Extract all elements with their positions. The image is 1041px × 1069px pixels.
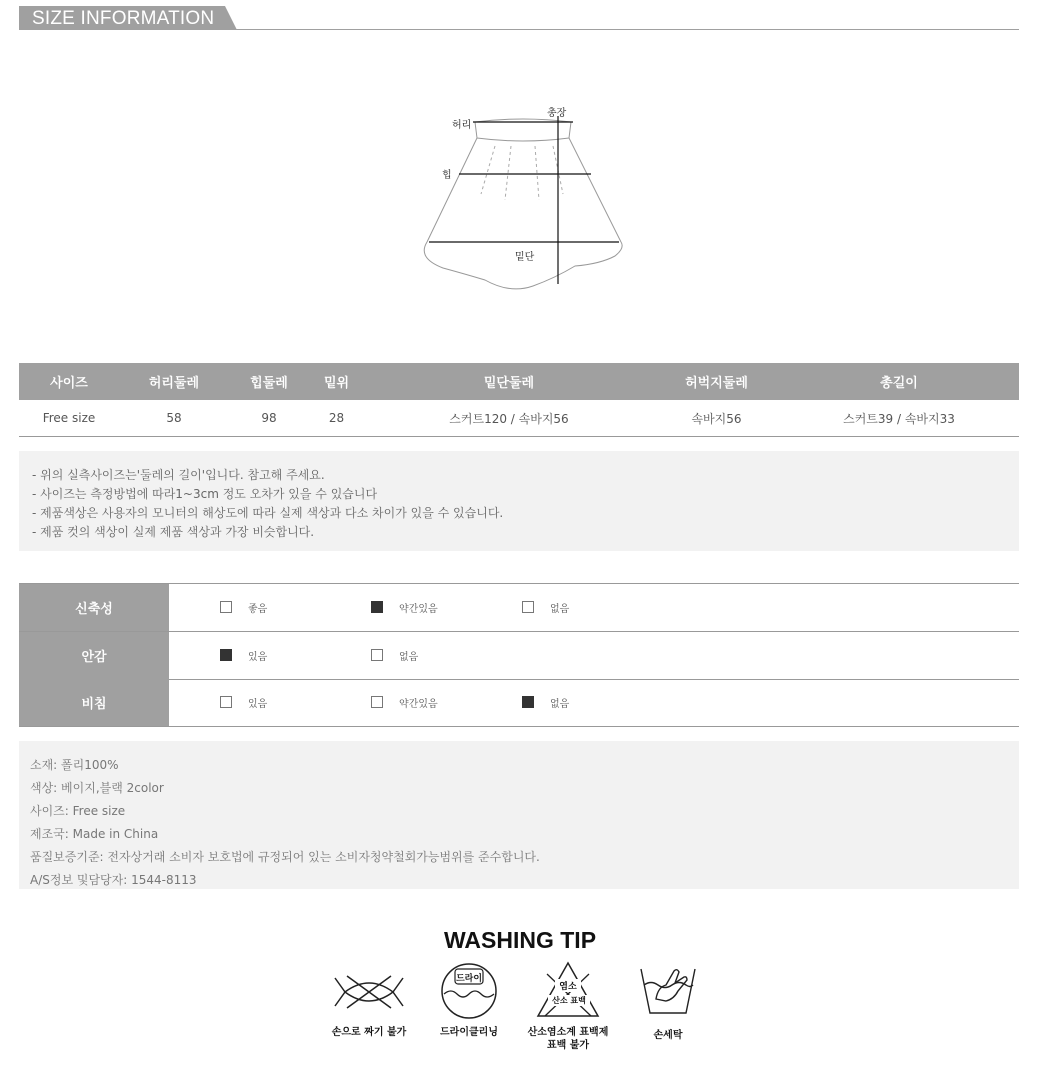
note-line: - 제품색상은 사용자의 모니터의 해상도에 따라 실제 색상과 다소 차이가 있을 수 있습니다. — [32, 506, 504, 520]
info-after-service: A/S정보 및담당자: 1544-8113 — [30, 873, 197, 887]
checkbox-unchecked-icon[interactable] — [371, 696, 383, 708]
checkbox-unchecked-icon[interactable] — [371, 649, 383, 661]
skirt-outline-icon — [415, 98, 635, 298]
checkbox-unchecked-icon[interactable] — [522, 601, 534, 613]
info-color: 색상: 베이지,블랙 2color — [30, 781, 164, 795]
option-yes[interactable] — [220, 695, 267, 709]
table-cell: 58 — [119, 400, 229, 437]
size-notes-box — [19, 451, 1019, 551]
column-header: 허벅지둘레 — [654, 363, 779, 400]
note-line: - 사이즈는 측정방법에 따라1~3cm 정도 오차가 있을 수 있습니다 — [32, 487, 378, 501]
table-cell: 스커트39 / 속바지33 — [779, 400, 1019, 437]
option-label: 약간있음 — [399, 603, 438, 615]
option-label: 약간있음 — [399, 698, 438, 710]
option-label: 없음 — [550, 698, 570, 710]
table-cell: 스커트120 / 속바지56 — [364, 400, 654, 437]
product-info-box — [19, 741, 1019, 889]
option-label: 좋음 — [248, 603, 268, 615]
checkbox-checked-icon[interactable] — [522, 696, 534, 708]
option-label: 있음 — [248, 698, 268, 710]
diagram-label-length: 총장 — [547, 108, 567, 119]
dry-symbol-text: 드라이 — [455, 974, 483, 984]
section-title: SIZE INFORMATION — [32, 8, 215, 29]
table-row — [19, 400, 1019, 437]
note-line: - 위의 실측사이즈는'둘레의 길이'입니다. 참고해 주세요. — [32, 468, 325, 482]
option-label: 있음 — [248, 651, 268, 663]
attribute-row-lining — [19, 632, 1019, 680]
no-bleach-label-line1: 산소염소계 표백제 — [527, 1027, 609, 1038]
option-good[interactable] — [220, 600, 267, 614]
size-table-header-row — [19, 363, 1019, 400]
no-wringing-icon — [333, 968, 405, 1020]
column-header: 밑단둘레 — [364, 363, 654, 400]
checkbox-checked-icon[interactable] — [371, 601, 383, 613]
skirt-measurement-diagram — [415, 98, 635, 298]
no-wringing-label: 손으로 짜기 불가 — [331, 1027, 407, 1038]
no-bleach-icon — [535, 960, 601, 1024]
option-label: 없음 — [399, 651, 419, 663]
note-line: - 제품 컷의 색상이 실제 제품 색상과 가장 비슷합니다. — [32, 525, 315, 539]
hand-wash-icon — [638, 963, 700, 1027]
header-divider — [19, 29, 1019, 30]
option-yes[interactable] — [220, 648, 267, 662]
info-origin: 제조국: Made in China — [30, 827, 159, 841]
table-cell: 28 — [309, 400, 364, 437]
column-header: 힙둘레 — [229, 363, 309, 400]
diagram-label-hip: 힙 — [442, 170, 452, 181]
info-material: 소재: 폴리100% — [30, 758, 119, 772]
option-slight[interactable] — [371, 600, 438, 614]
table-cell: 속바지56 — [654, 400, 779, 437]
option-slight[interactable] — [371, 695, 438, 709]
size-table — [19, 363, 1019, 437]
table-cell: 98 — [229, 400, 309, 437]
option-none[interactable] — [522, 600, 569, 614]
checkbox-checked-icon[interactable] — [220, 649, 232, 661]
diagram-label-hem: 밑단 — [515, 252, 535, 263]
attribute-label: 신축성 — [19, 584, 169, 631]
bleach-symbol-top-text: 염소 — [555, 979, 581, 992]
attribute-row-sheerness — [19, 679, 1019, 727]
table-cell: Free size — [19, 400, 119, 437]
attribute-row-stretch — [19, 584, 1019, 632]
washing-tip-title: WASHING TIP — [443, 927, 597, 953]
checkbox-unchecked-icon[interactable] — [220, 601, 232, 613]
dry-cleaning-label: 드라이클리닝 — [440, 1027, 498, 1038]
no-bleach-label-line2: 표백 불가 — [546, 1040, 590, 1051]
info-size: 사이즈: Free size — [30, 804, 126, 818]
column-header: 허리둘레 — [119, 363, 229, 400]
column-header: 밑위 — [309, 363, 364, 400]
option-no[interactable] — [371, 648, 418, 662]
dry-cleaning-icon — [440, 962, 500, 1026]
hand-wash-label: 손세탁 — [653, 1030, 683, 1041]
option-none[interactable] — [522, 695, 569, 709]
option-label: 없음 — [550, 603, 570, 615]
checkbox-unchecked-icon[interactable] — [220, 696, 232, 708]
attribute-label: 비침 — [19, 679, 169, 726]
column-header: 사이즈 — [19, 363, 119, 400]
diagram-label-waist: 허리 — [452, 120, 472, 131]
column-header: 총길이 — [779, 363, 1019, 400]
info-quality-guarantee: 품질보증기준: 전자상거래 소비자 보호법에 규정되어 있는 소비자청약철회가능범위를 준수합니다. — [30, 850, 540, 864]
attribute-label: 안감 — [19, 632, 169, 679]
bleach-symbol-bottom-text: 산소 표백 — [548, 995, 590, 1006]
